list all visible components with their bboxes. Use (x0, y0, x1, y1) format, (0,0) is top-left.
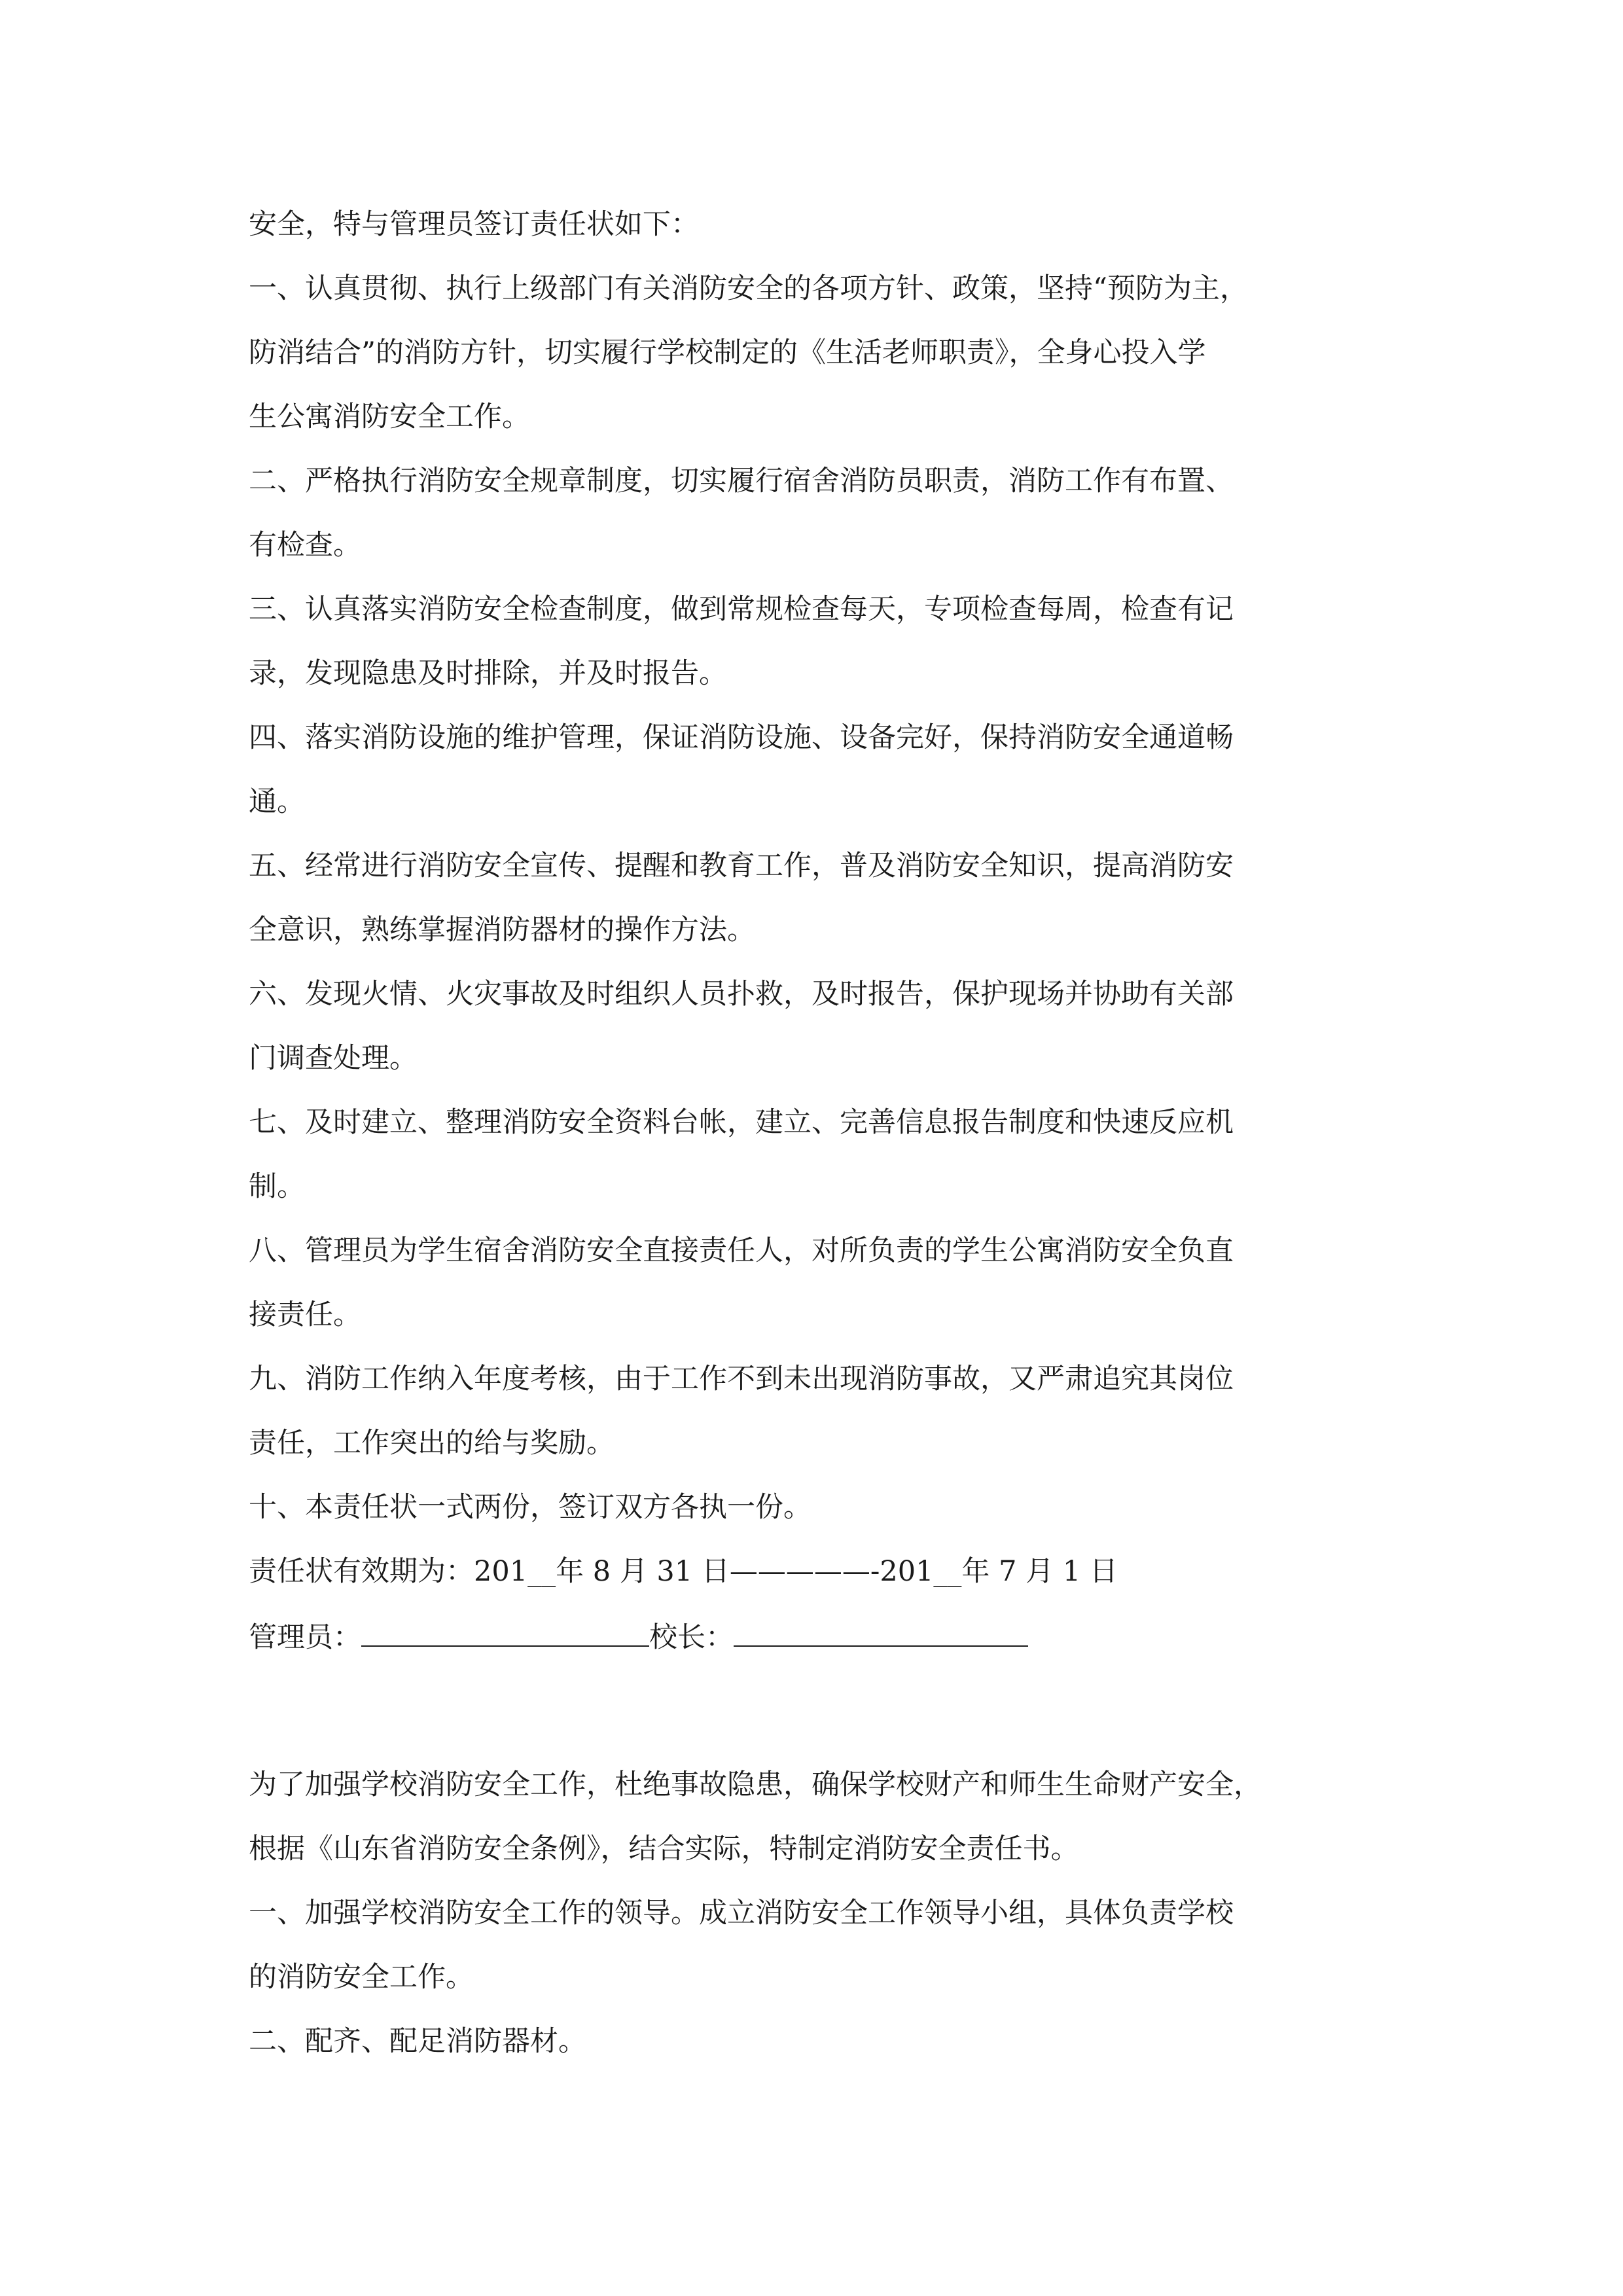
principal-signature-blank[interactable] (734, 1619, 1028, 1647)
paragraph-line: 责任，工作突出的给与奖励。 (249, 1427, 615, 1460)
paragraph-line: 八、管理员为学生宿舍消防安全直接责任人，对所负责的学生公寓消防安全负直 (249, 1234, 1234, 1267)
paragraph-line: 一、加强学校消防安全工作的领导。成立消防安全工作领导小组，具体负责学校 (249, 1897, 1234, 1929)
paragraph-line: 的消防安全工作。 (249, 1961, 474, 1994)
paragraph-line: 四、落实消防设施的维护管理，保证消防设施、设备完好，保持消防安全通道畅 (249, 721, 1234, 754)
paragraph-line: 二、严格执行消防安全规章制度，切实履行宿舍消防员职责，消防工作有布置、 (249, 465, 1234, 497)
paragraph-line: 为了加强学校消防安全工作，杜绝事故隐患，确保学校财产和师生生命财产安全， (249, 1768, 1262, 1801)
paragraph-line: 十、本责任状一式两份，签订双方各执一份。 (249, 1491, 812, 1524)
paragraph-line: 一、认真贯彻、执行上级部门有关消防安全的各项方针、政策，坚持“预防为主， (249, 272, 1248, 305)
paragraph-line: 制。 (249, 1170, 305, 1203)
paragraph-line: 安全，特与管理员签订责任状如下： (249, 208, 699, 241)
paragraph-line: 九、消防工作纳入年度考核，由于工作不到未出现消防事故，又严肃追究其岗位 (249, 1363, 1234, 1395)
paragraph-line: 通。 (249, 785, 305, 818)
manager-signature-blank[interactable] (361, 1619, 649, 1647)
paragraph-line: 七、及时建立、整理消防安全资料台帐，建立、完善信息报告制度和快速反应机 (249, 1106, 1234, 1139)
paragraph-line: 接责任。 (249, 1299, 361, 1331)
paragraph-line: 二、配齐、配足消防器材。 (249, 2025, 586, 2058)
paragraph-line: 防消结合”的消防方针，切实履行学校制定的《生活老师职责》，全身心投入学 (249, 336, 1206, 369)
paragraph-line: 生公寓消防安全工作。 (249, 401, 530, 433)
document-body (249, 208, 1400, 2089)
paragraph-line: 根据《山东省消防安全条例》，结合实际，特制定消防安全责任书。 (249, 1833, 1079, 1865)
paragraph-line: 门调查处理。 (249, 1042, 418, 1075)
paragraph-line: 录，发现隐患及时排除，并及时报告。 (249, 657, 727, 690)
signature-line (249, 1619, 1400, 1652)
validity-period-line: 责任状有效期为：201__年 8 月 31 日—————-201__年 7 月 1 日 (249, 1555, 1118, 1588)
paragraph-line: 五、经常进行消防安全宣传、提醒和教育工作，普及消防安全知识，提高消防安 (249, 850, 1234, 882)
manager-signature-label: 管理员： (249, 1621, 361, 1654)
principal-signature-label: 校长： (649, 1621, 734, 1654)
paragraph-line: 全意识，熟练掌握消防器材的操作方法。 (249, 914, 755, 946)
paragraph-line: 六、发现火情、火灾事故及时组织人员扑救，及时报告，保护现场并协助有关部 (249, 978, 1234, 1011)
section-spacer (249, 1683, 1400, 1768)
paragraph-line: 三、认真落实消防安全检查制度，做到常规检查每天，专项检查每周，检查有记 (249, 593, 1234, 626)
paragraph-line: 有检查。 (249, 529, 361, 562)
